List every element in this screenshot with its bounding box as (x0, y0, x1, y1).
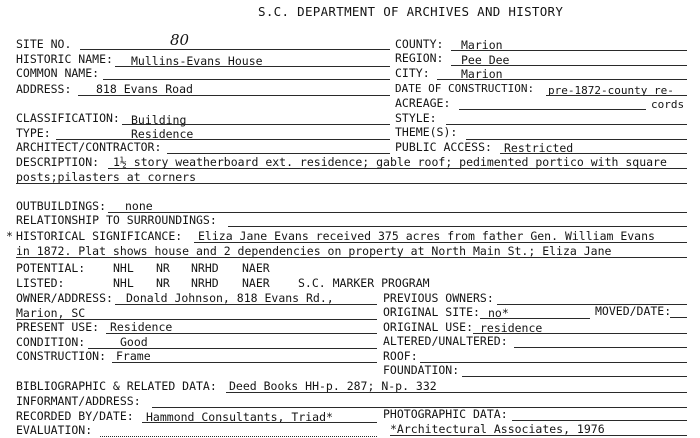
date-construction-label: DATE OF CONSTRUCTION: (395, 82, 535, 95)
public-access-label: PUBLIC ACCESS: (395, 140, 492, 154)
owner-rule-1 (115, 304, 377, 305)
county-label: COUNTY: (395, 37, 444, 51)
city-value: Marion (461, 67, 503, 81)
present-use-line (106, 333, 377, 334)
city-line (437, 79, 687, 80)
relationship-line (228, 226, 687, 227)
themes-label: THEME(S): (395, 125, 458, 139)
region-line (451, 65, 687, 66)
recorded-by-value: Hammond Consultants, Triad* (146, 410, 333, 424)
listed-sc-marker: S.C. MARKER PROGRAM (298, 276, 430, 290)
owner-line-2: Marion, SC (16, 306, 86, 320)
significance-line-1: Eliza Jane Evans received 375 acres from father Gen. William Evans (198, 229, 655, 243)
common-name-line (103, 79, 390, 80)
roof-label: ROOF: (383, 349, 418, 363)
condition-value: Good (120, 335, 148, 349)
evaluation-line (100, 436, 377, 437)
classification-label: CLASSIFICATION: (16, 111, 120, 125)
previous-owners-label: PREVIOUS OWNERS: (383, 291, 494, 305)
foundation-label: FOUNDATION: (383, 363, 460, 377)
classification-line (122, 124, 390, 125)
address-value: 818 Evans Road (96, 82, 193, 96)
original-site-label: ORIGINAL SITE: (383, 305, 480, 319)
outbuildings-label: OUTBUILDINGS: (16, 199, 107, 213)
construction-line (112, 362, 377, 363)
significance-rule-1 (194, 242, 687, 243)
description-rule-2 (16, 183, 687, 184)
date-construction-value-2: cords (651, 98, 685, 111)
potential-nrhd: NRHD (191, 261, 219, 275)
recorded-by-label: RECORDED BY/DATE: (16, 409, 134, 423)
description-label: DESCRIPTION: (16, 155, 100, 169)
historic-name-line (115, 66, 390, 67)
listed-nhl: NHL (113, 276, 134, 290)
recorded-by-line (142, 422, 377, 423)
description-line-1: 1½ story weatherboard ext. residence; gable roof; pedimented portico with square (113, 155, 667, 169)
potential-nhl: NHL (113, 261, 134, 275)
listed-nrhd: NRHD (191, 276, 219, 290)
significance-rule-2 (16, 257, 687, 258)
photographic-line (512, 420, 687, 421)
original-site-line (480, 318, 590, 319)
public-access-value: Restricted (504, 141, 574, 155)
present-use-value: Residence (110, 320, 173, 334)
style-label: STYLE: (395, 111, 437, 125)
moved-date-label: MOVED/DATE: (595, 304, 672, 318)
original-use-label: ORIGINAL USE: (383, 320, 474, 334)
themes-line (466, 139, 687, 140)
public-access-line (500, 153, 687, 154)
type-value: Residence (131, 127, 194, 141)
listed-label: LISTED: (16, 276, 65, 290)
common-name-label: COMMON NAME: (16, 66, 100, 80)
site-no-line (80, 49, 390, 50)
form-title: S.C. DEPARTMENT OF ARCHIVES AND HISTORY (258, 4, 564, 19)
classification-value: Building (131, 113, 187, 127)
original-site-value: no* (488, 306, 509, 320)
moved-date-line (670, 317, 687, 318)
condition-label: CONDITION: (16, 335, 86, 349)
address-label: ADDRESS: (16, 82, 72, 96)
owner-label: OWNER/ADDRESS: (16, 291, 113, 305)
bibliographic-label: BIBLIOGRAPHIC & RELATED DATA: (16, 379, 217, 393)
potential-naer: NAER (242, 261, 270, 275)
relationship-label: RELATIONSHIP TO SURROUNDINGS: (16, 213, 217, 227)
evaluation-label: EVALUATION: (16, 423, 93, 437)
description-line-2: posts;pilasters at corners (16, 170, 197, 184)
region-value: Pee Dee (461, 53, 510, 67)
potential-nr: NR (156, 261, 170, 275)
listed-naer: NAER (242, 276, 270, 290)
construction-value: Frame (116, 349, 151, 363)
photographic-label: PHOTOGRAPHIC DATA: (383, 407, 508, 421)
roof-line (420, 362, 687, 363)
original-use-value: residence (480, 321, 543, 335)
present-use-label: PRESENT USE: (16, 320, 100, 334)
site-no-label: SITE NO. (16, 37, 72, 51)
significance-star: * (6, 229, 13, 243)
significance-line-2: in 1872. Plat shows house and 2 dependencies on property at North Main St.; Eliza Jane (16, 244, 612, 258)
type-label: TYPE: (16, 126, 51, 140)
county-value: Marion (461, 38, 503, 52)
significance-label: HISTORICAL SIGNIFICANCE: (16, 229, 183, 243)
altered-label: ALTERED/UNALTERED: (383, 334, 508, 348)
historic-name-label: HISTORIC NAME: (16, 52, 113, 66)
owner-line-1: Donald Johnson, 818 Evans Rd., (126, 291, 334, 305)
bibliographic-line (226, 392, 687, 393)
outbuildings-value: none (125, 199, 153, 213)
photographic-value: *Architectural Associates, 1976 (390, 422, 605, 436)
photographic-value-line (390, 435, 687, 436)
potential-label: POTENTIAL: (16, 261, 86, 275)
listed-nr: NR (156, 276, 170, 290)
region-label: REGION: (395, 51, 444, 65)
architect-line (167, 153, 390, 154)
historic-name-value: Mullins-Evans House (131, 54, 263, 68)
address-line (78, 95, 390, 96)
acreage-line (459, 109, 646, 110)
description-rule-1 (108, 168, 687, 169)
bibliographic-value: Deed Books HH-p. 287; N-p. 332 (229, 379, 437, 393)
date-construction-value-1: pre-1872-county re- (548, 84, 674, 97)
county-line (451, 50, 687, 51)
altered-line (514, 347, 687, 348)
city-label: CITY: (395, 66, 430, 80)
construction-label: CONSTRUCTION: (16, 349, 107, 363)
foundation-line (462, 376, 687, 377)
style-line (446, 124, 687, 125)
informant-label: INFORMANT/ADDRESS: (16, 394, 141, 408)
acreage-label: ACREAGE: (395, 96, 451, 110)
architect-label: ARCHITECT/CONTRACTOR: (16, 140, 162, 154)
date-construction-line (546, 95, 687, 96)
site-no-value: 80 (170, 31, 190, 49)
